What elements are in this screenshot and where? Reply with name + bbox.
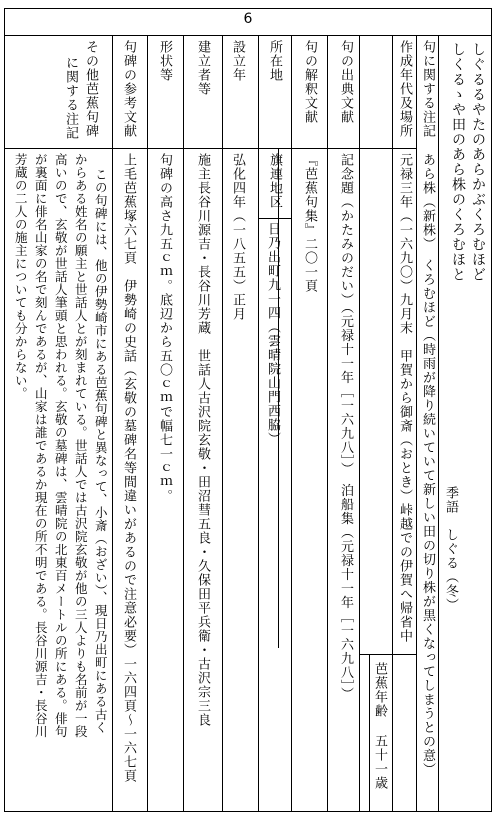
other-note-line: からある姓名の願主と世話人とが刻まれている。世話人では古沢院玄敬が他の三人よりも名前が一段: [73, 153, 89, 738]
other-note-line: が裏面に俳名山家の名で刻んであるが、山家は誰であるか現在の所不明である。長谷川源吉・長谷川: [33, 153, 49, 738]
label-reference: 句碑の参考文献: [121, 40, 136, 138]
poem-line-1: しぐるるやたのあらかぶくろむほど: [470, 42, 486, 282]
divider: [291, 35, 292, 812]
related-note-text: あら株（新株） くろむほど（時雨が降り続いていて新しい田の切り株が黒くなってしまうとの意）: [420, 153, 435, 777]
divider: [438, 35, 439, 812]
other-note-line: 芳蔵の二人の施主についても分からない。: [13, 153, 29, 400]
label-erected-year: 設立年: [230, 40, 245, 82]
shape-text: 句碑の高さ九五ｃｍ。底辺から五〇ｃｍで幅七一ｃｍ。: [157, 153, 172, 503]
label-builders: 建立者等: [195, 40, 210, 96]
location-area: 旗連地区: [267, 153, 282, 209]
source-text: 記念題（かたみのだい）（元禄十一年［一六九八］） 泊船集（元禄十一年［一六九八］）: [338, 153, 353, 701]
erected-year-text: 弘化四年（一八五五）正月: [230, 153, 245, 321]
label-period-place: 作成年代及場所: [397, 40, 412, 138]
divider: [4, 35, 492, 36]
divider: [369, 654, 370, 812]
label-related-note: 句に関する注記: [420, 40, 435, 138]
divider: [359, 654, 392, 655]
divider: [258, 35, 259, 812]
label-other-note: その他芭蕉句碑: [83, 40, 98, 138]
kigo-text: 季語 しぐる（冬）: [443, 486, 458, 612]
builders-text: 施主長谷川源吉・長谷川芳蔵 世話人古沢院玄敬・田沼彗五良・久保田平兵衛・古沢宗三良: [195, 153, 210, 727]
other-note-line: 高いので、玄敬が世話人筆頭と思われる。玄敬の墓碑は、雲晴院の北東百メートルの所にある。俳句: [53, 153, 69, 738]
divider: [392, 35, 393, 812]
age-value: 五十一歳: [372, 734, 387, 790]
divider: [327, 35, 328, 812]
location-address: 日乃出町九一四（雲晴院山門西脇）: [265, 222, 280, 446]
divider: [359, 35, 360, 812]
page-number: 6: [243, 11, 253, 27]
reference-text: 上毛芭蕉塚六七頁 伊勢崎の史話（玄敬の墓碑名等間違いがあるので注意必要）一六四頁〜一六七頁: [121, 153, 136, 783]
label-interpretation: 句の解釈文献: [302, 40, 317, 124]
divider: [416, 35, 417, 812]
label-shape: 形状等: [157, 40, 172, 82]
divider: [392, 654, 416, 655]
age-label: 芭蕉年齢: [372, 662, 387, 718]
divider: [183, 35, 184, 812]
label-source: 句の出典文献: [338, 40, 353, 124]
divider: [112, 35, 113, 812]
label-location: 所在地: [267, 40, 282, 82]
divider: [222, 35, 223, 812]
divider: [258, 218, 291, 219]
poem-line-2: しくるゝや田のあら株のくろむほと: [450, 42, 466, 282]
other-note-line: この句碑には、他の伊勢崎市にある芭蕉句碑と異なって、小斎（おざい）、現日乃出町にある古く: [93, 168, 109, 734]
label-other-note: に関する注記: [63, 56, 78, 140]
divider: [4, 148, 416, 149]
divider: [147, 35, 148, 812]
interpretation-text: 『芭蕉句集』二〇一頁: [302, 153, 317, 293]
period-place-text: 元禄三年（一六九〇）九月末 甲賀から御斎（おとき）峠越での伊賀へ帰省中: [397, 153, 412, 643]
